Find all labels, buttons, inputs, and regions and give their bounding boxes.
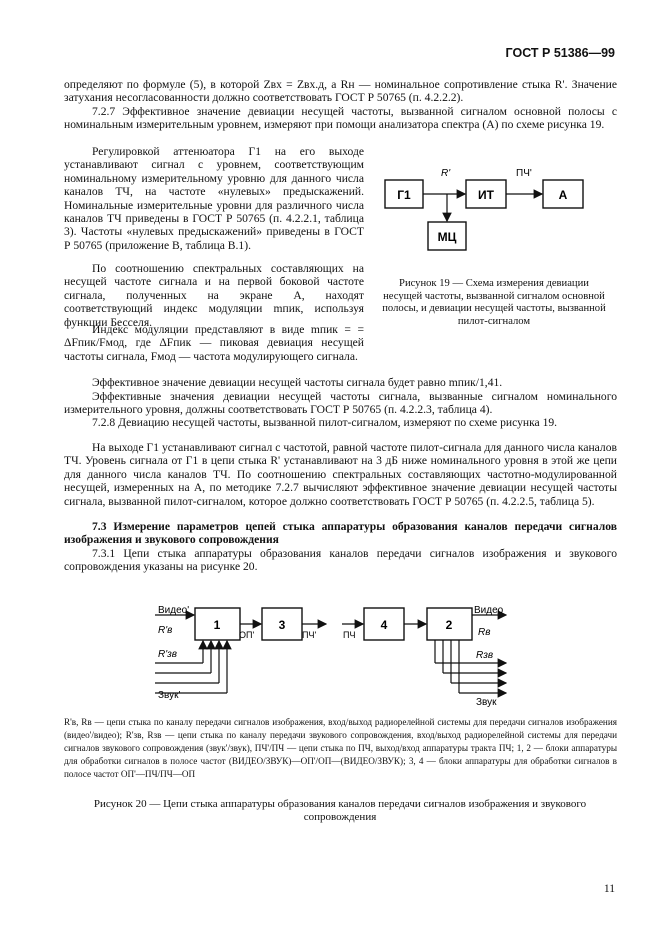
- block-1-label: 1: [213, 618, 221, 632]
- label-rv-in: R'в: [158, 625, 173, 636]
- paragraph-formula-ref: определяют по формуле (5), в которой Zвх = Zвх.д, а Rн — номинальное сопротивление стыка R'. Значение затухания несогласованности должно соответствовать ГОСТ Р 50765 (п. 4.2.2.2).: [64, 78, 617, 105]
- label-op: ОП': [239, 630, 255, 640]
- block-it-label: ИТ: [478, 188, 494, 202]
- block-a-label: А: [558, 188, 568, 202]
- block-3-label: 3: [278, 618, 286, 632]
- paragraph-pilot: На выходе Г1 устанавливают сигнал с частотой, равной частоте пилот-сигнала для данного числа каналов ТЧ. Уровень сигнала от Г1 в цепи стыка R' устанавливают на 3 дБ ниже номинального уровня в этой же цепи для данного числа каналов ТЧ. По соотношению спектральных составляющих частотно-модулированной несущей, измеренных на А, по методике 7.2.7 вычисляют эффективное значение девиации несущей частоты сигнала, вызванной пилот-сигналом, которое должно соответствовать ГОСТ Р 50765 (п. 4.2.2.5, таблица 5).: [64, 441, 617, 508]
- label-zvuk-out: Звук: [476, 697, 497, 708]
- paragraph-attenuator: Регулировкой аттенюатора Г1 на его выходе устанавливают сигнал с уровнем, соответствующим номинальному измерительному уровню для данного числа каналов ТЧ, на частоте «нулевых» предыскажений. Номинальные измерительные уровни для различного числа каналов ТЧ приведены в ГОСТ Р 50765 (п. 4.2.2.1, таблица 3). Частоты «нулевых предыскажений» приведены в ГОСТ Р 50765 (приложение В, таблица В.1).: [64, 145, 364, 252]
- label-rzv-out: Rзв: [476, 650, 494, 661]
- label-rv-out: Rв: [478, 627, 491, 638]
- label-pch-out: ПЧ': [302, 630, 317, 640]
- figure-19-diagram: [375, 160, 615, 265]
- figure-20-diagram: [150, 595, 510, 710]
- label-pch-in: ПЧ: [343, 630, 356, 640]
- label-zvuk-in: Звук': [158, 690, 181, 701]
- figure-20-caption: Рисунок 20 — Цепи стыка аппаратуры образования каналов передачи сигналов изображения и звукового сопровождения: [93, 798, 587, 823]
- paragraph-7-2-7: 7.2.7 Эффективное значение девиации несущей частоты, вызванной сигналом основной полосы с номинальным измерительным уровнем, измеряют при помощи анализатора спектра (А) по схеме рисунка 19.: [64, 105, 617, 132]
- block-g1-label: Г1: [397, 188, 411, 202]
- label-pch: ПЧ': [516, 168, 532, 179]
- paragraph-spectral: По соотношению спектральных составляющих на несущей частоте сигнала и на первой боковой частоте сигнала, полученных на экране А, находят соответствующий индекс модуляции mпик, используя функции Бесселя.: [64, 262, 364, 329]
- figure-19-caption: Рисунок 19 — Схема измерения девиации несущей частоты, вызванной сигналом основной полосы, и девиации несущей частоты, вызванной пилот-сигналом: [382, 278, 606, 327]
- paragraph-7-2-8: 7.2.8 Девиацию несущей частоты, вызванной пилот-сигналом, измеряют по схеме рисунка 19.: [92, 416, 558, 429]
- block-2-label: 2: [445, 618, 453, 632]
- page-number: 11: [603, 882, 615, 895]
- label-video-out: Видео: [474, 605, 504, 616]
- label-rzv-in: R'зв: [158, 649, 177, 660]
- section-7-3-heading: 7.3 Измерение параметров цепей стыка аппаратуры образования каналов передачи сигналов изображения и звукового сопровождения: [64, 520, 617, 547]
- block-4-label: 4: [380, 618, 388, 632]
- paragraph-mod-index: Индекс модуляции представляют в виде mпик = = ΔFпик/Fмод, где ΔFпик — пиковая девиация несущей частоты сигнала, Fмод — частота модулирующего сигнала.: [64, 323, 364, 363]
- label-r: R': [441, 168, 451, 179]
- paragraph-7-3-1: 7.3.1 Цепи стыка аппаратуры образования каналов передачи сигналов изображения и звукового сопровождения указаны на рисунке 20.: [64, 547, 617, 574]
- label-video-in: Видео': [158, 605, 190, 616]
- block-mc-label: МЦ: [437, 230, 457, 244]
- standard-number: ГОСТ Р 51386—99: [505, 46, 615, 60]
- figure-20-legend: R'в, Rв — цепи стыка по каналу передачи сигналов изображения, вход/выход радиорелейной системы для передачи сигналов изображения (видео'/видео); R'зв, Rзв — цепи стыка по каналу передачи звукового сопровождения, вход/выход радиорелейной системы для передачи сигналов звукового сопровождения (звук'/звук), ПЧ'/ПЧ — цепи стыка по ПЧ, выход/вход аппаратуры тракта ПЧ; 1, 2 — блоки аппаратуры для обработки сигналов в полосе частот (ВИДЕО/ЗВУК)—ОП'/ОП—(ВИДЕО/ЗВУК); 3, 4 — блоки аппаратуры для обработки сигналов в полосе частот ОП'—ПЧ/ПЧ—ОП: [64, 717, 617, 779]
- paragraph-effective: Эффективное значение девиации несущей частоты сигнала будет равно mпик/1,41.: [92, 376, 503, 389]
- paragraph-effective-values: Эффективные значения девиации несущей частоты сигнала, вызванные сигналом номинального измерительного уровня, должны соответствовать ГОСТ Р 50765 (п. 4.2.2.3, таблица 4).: [64, 390, 617, 417]
